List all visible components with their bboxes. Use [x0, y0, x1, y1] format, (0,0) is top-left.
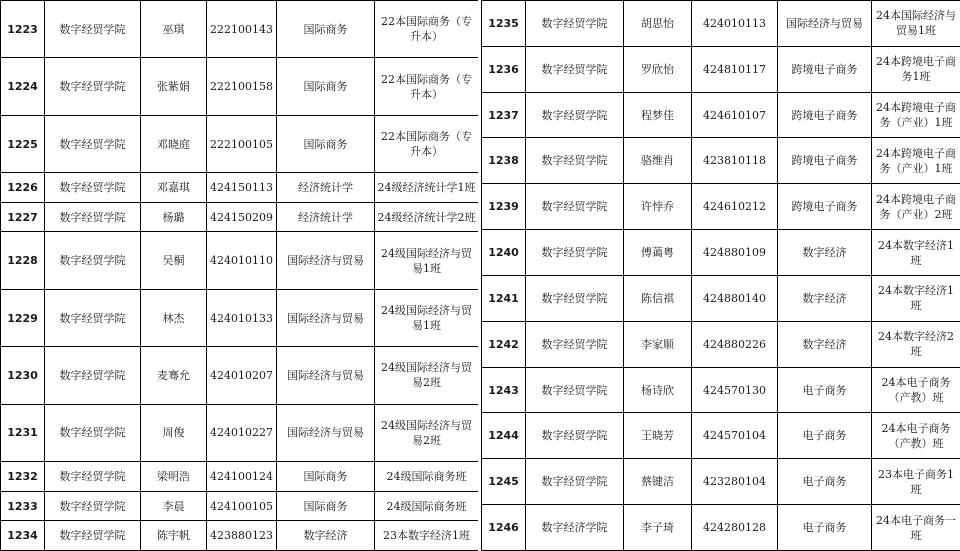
college-cell: 数字经贸学院: [526, 1, 624, 47]
student-name-cell: 陈信祺: [624, 275, 692, 321]
major-cell: 国际经济与贸易: [277, 232, 375, 289]
student-name-cell: 邓晓庭: [141, 115, 207, 172]
row-number: 1230: [1, 347, 45, 404]
student-name-cell: 王晓芳: [624, 413, 692, 459]
major-cell: 国际商务: [277, 491, 375, 521]
student-name-cell: 骆维肖: [624, 138, 692, 184]
left-roster-body: [1, 1, 479, 551]
major-cell: 跨境电子商务: [778, 138, 872, 184]
college-cell: 数字经贸学院: [526, 321, 624, 367]
table-row: [1, 173, 479, 203]
class-cell: 24级国际商务班: [375, 462, 479, 492]
table-row: [482, 46, 960, 92]
table-row: [1, 289, 479, 346]
student-name-cell: 邓嘉琪: [141, 173, 207, 203]
college-cell: 数字经贸学院: [526, 230, 624, 276]
student-name-cell: 巫琪: [141, 1, 207, 58]
table-row: [1, 347, 479, 404]
major-cell: 跨境电子商务: [778, 46, 872, 92]
student-id-cell: 424880140: [692, 275, 778, 321]
class-cell: 24本电子商务（产教）班: [872, 413, 960, 459]
student-name-cell: 李子琦: [624, 505, 692, 551]
student-id-cell: 222100158: [207, 58, 277, 115]
class-cell: 24本跨境电子商务（产业）1班: [872, 138, 960, 184]
right-roster-body: [482, 1, 960, 551]
major-cell: 电子商务: [778, 459, 872, 505]
student-name-cell: 陈宇帆: [141, 521, 207, 551]
class-cell: 24本跨境电子商务（产业）1班: [872, 92, 960, 138]
student-id-cell: 424010110: [207, 232, 277, 289]
student-id-cell: 423880123: [207, 521, 277, 551]
major-cell: 跨境电子商务: [778, 92, 872, 138]
class-cell: 24级国际商务班: [375, 491, 479, 521]
major-cell: 数字经济: [778, 230, 872, 276]
table-row: [482, 92, 960, 138]
major-cell: 经济统计学: [277, 202, 375, 232]
major-cell: 经济统计学: [277, 173, 375, 203]
row-number: 1242: [482, 321, 526, 367]
right-table-panel: [481, 0, 960, 551]
student-id-cell: 424010207: [207, 347, 277, 404]
college-cell: 数字经贸学院: [526, 138, 624, 184]
table-row: [1, 521, 479, 551]
row-number: 1236: [482, 46, 526, 92]
student-name-cell: 许悖乔: [624, 184, 692, 230]
college-cell: 数字经贸学院: [45, 462, 141, 492]
class-cell: 22本国际商务（专升本）: [375, 1, 479, 58]
row-number: 1238: [482, 138, 526, 184]
major-cell: 国际商务: [277, 462, 375, 492]
row-number: 1226: [1, 173, 45, 203]
class-cell: 24级经济统计学1班: [375, 173, 479, 203]
student-id-cell: 424150209: [207, 202, 277, 232]
table-row: [482, 367, 960, 413]
student-id-cell: 424010133: [207, 289, 277, 346]
table-row: [482, 321, 960, 367]
student-name-cell: 蔡键洁: [624, 459, 692, 505]
college-cell: 数字经贸学院: [45, 521, 141, 551]
class-cell: 24本国际经济与贸易1班: [872, 1, 960, 47]
major-cell: 国际经济与贸易: [277, 404, 375, 461]
table-row: [1, 491, 479, 521]
row-number: 1246: [482, 505, 526, 551]
table-row: [482, 413, 960, 459]
student-name-cell: 梁明浩: [141, 462, 207, 492]
major-cell: 国际经济与贸易: [277, 347, 375, 404]
student-id-cell: 424570130: [692, 367, 778, 413]
student-name-cell: 杨诗欣: [624, 367, 692, 413]
student-id-cell: 424280128: [692, 505, 778, 551]
major-cell: 电子商务: [778, 367, 872, 413]
student-name-cell: 程梦佳: [624, 92, 692, 138]
student-id-cell: 423810118: [692, 138, 778, 184]
college-cell: 数字经贸学院: [45, 115, 141, 172]
student-id-cell: 424100105: [207, 491, 277, 521]
student-id-cell: 222100105: [207, 115, 277, 172]
row-number: 1234: [1, 521, 45, 551]
student-name-cell: 吴桐: [141, 232, 207, 289]
row-number: 1233: [1, 491, 45, 521]
college-cell: 数字经贸学院: [526, 46, 624, 92]
major-cell: 电子商务: [778, 505, 872, 551]
student-id-cell: 222100143: [207, 1, 277, 58]
table-row: [1, 202, 479, 232]
college-cell: 数字经贸学院: [526, 367, 624, 413]
college-cell: 数字经贸学院: [526, 459, 624, 505]
row-number: 1228: [1, 232, 45, 289]
table-row: [482, 459, 960, 505]
table-row: [482, 275, 960, 321]
class-cell: 24本电子商务（产教）班: [872, 367, 960, 413]
class-cell: 24级经济统计学2班: [375, 202, 479, 232]
class-cell: 24级国际经济与贸易1班: [375, 289, 479, 346]
row-number: 1227: [1, 202, 45, 232]
table-row: [1, 232, 479, 289]
row-number: 1224: [1, 58, 45, 115]
class-cell: 23本电子商务1班: [872, 459, 960, 505]
table-row: [1, 58, 479, 115]
major-cell: 国际商务: [277, 58, 375, 115]
class-cell: 22本国际商务（专升本）: [375, 115, 479, 172]
major-cell: 国际商务: [277, 115, 375, 172]
college-cell: 数字经贸学院: [45, 173, 141, 203]
college-cell: 数字经贸学院: [45, 202, 141, 232]
college-cell: 数字经贸学院: [45, 491, 141, 521]
row-number: 1231: [1, 404, 45, 461]
student-id-cell: 424880226: [692, 321, 778, 367]
class-cell: 24本数字经济1班: [872, 275, 960, 321]
major-cell: 数字经济: [778, 321, 872, 367]
student-id-cell: 424810117: [692, 46, 778, 92]
student-name-cell: 李家顺: [624, 321, 692, 367]
college-cell: 数字经贸学院: [45, 347, 141, 404]
row-number: 1237: [482, 92, 526, 138]
class-cell: 22本国际商务（专升本）: [375, 58, 479, 115]
table-row: [482, 184, 960, 230]
table-row: [482, 1, 960, 47]
row-number: 1245: [482, 459, 526, 505]
class-cell: 24本跨境电子商务（产业）2班: [872, 184, 960, 230]
left-table-panel: [0, 0, 478, 551]
college-cell: 数字经贸学院: [45, 404, 141, 461]
table-row: [1, 115, 479, 172]
college-cell: 数字经贸学院: [526, 413, 624, 459]
student-name-cell: 麦骞允: [141, 347, 207, 404]
student-id-cell: 424010227: [207, 404, 277, 461]
college-cell: 数字经济学院: [526, 505, 624, 551]
class-cell: 24级国际经济与贸易2班: [375, 347, 479, 404]
row-number: 1229: [1, 289, 45, 346]
row-number: 1244: [482, 413, 526, 459]
college-cell: 数字经贸学院: [526, 184, 624, 230]
student-name-cell: 傅蔼粤: [624, 230, 692, 276]
class-cell: 24本电子商务一班: [872, 505, 960, 551]
row-number: 1225: [1, 115, 45, 172]
class-cell: 24本数字经济1班: [872, 230, 960, 276]
college-cell: 数字经贸学院: [526, 92, 624, 138]
major-cell: 国际经济与贸易: [277, 289, 375, 346]
student-id-cell: 423280104: [692, 459, 778, 505]
row-number: 1240: [482, 230, 526, 276]
student-name-cell: 罗欣怡: [624, 46, 692, 92]
row-number: 1241: [482, 275, 526, 321]
table-row: [482, 505, 960, 551]
table-row: [1, 462, 479, 492]
major-cell: 国际经济与贸易: [778, 1, 872, 47]
class-cell: 24本数字经济2班: [872, 321, 960, 367]
major-cell: 数字经济: [277, 521, 375, 551]
row-number: 1223: [1, 1, 45, 58]
student-id-cell: 424100124: [207, 462, 277, 492]
student-name-cell: 胡思怡: [624, 1, 692, 47]
college-cell: 数字经贸学院: [45, 232, 141, 289]
student-id-cell: 424610107: [692, 92, 778, 138]
student-id-cell: 424010113: [692, 1, 778, 47]
student-id-cell: 424570104: [692, 413, 778, 459]
college-cell: 数字经贸学院: [45, 289, 141, 346]
table-row: [482, 230, 960, 276]
major-cell: 跨境电子商务: [778, 184, 872, 230]
right-roster-table: [481, 0, 960, 551]
class-cell: 23本数字经济1班: [375, 521, 479, 551]
row-number: 1243: [482, 367, 526, 413]
class-cell: 24级国际经济与贸易1班: [375, 232, 479, 289]
student-name-cell: 李晨: [141, 491, 207, 521]
row-number: 1239: [482, 184, 526, 230]
table-row: [482, 138, 960, 184]
class-cell: 24级国际经济与贸易2班: [375, 404, 479, 461]
row-number: 1235: [482, 1, 526, 47]
student-name-cell: 林杰: [141, 289, 207, 346]
college-cell: 数字经贸学院: [45, 1, 141, 58]
major-cell: 数字经济: [778, 275, 872, 321]
student-name-cell: 杨璐: [141, 202, 207, 232]
major-cell: 国际商务: [277, 1, 375, 58]
student-id-cell: 424610212: [692, 184, 778, 230]
college-cell: 数字经贸学院: [526, 275, 624, 321]
major-cell: 电子商务: [778, 413, 872, 459]
student-id-cell: 424880109: [692, 230, 778, 276]
class-cell: 24本跨境电子商务1班: [872, 46, 960, 92]
student-name-cell: 周俊: [141, 404, 207, 461]
table-row: [1, 1, 479, 58]
row-number: 1232: [1, 462, 45, 492]
college-cell: 数字经贸学院: [45, 58, 141, 115]
left-roster-table: [0, 0, 479, 551]
student-name-cell: 张紫娟: [141, 58, 207, 115]
table-row: [1, 404, 479, 461]
student-id-cell: 424150113: [207, 173, 277, 203]
